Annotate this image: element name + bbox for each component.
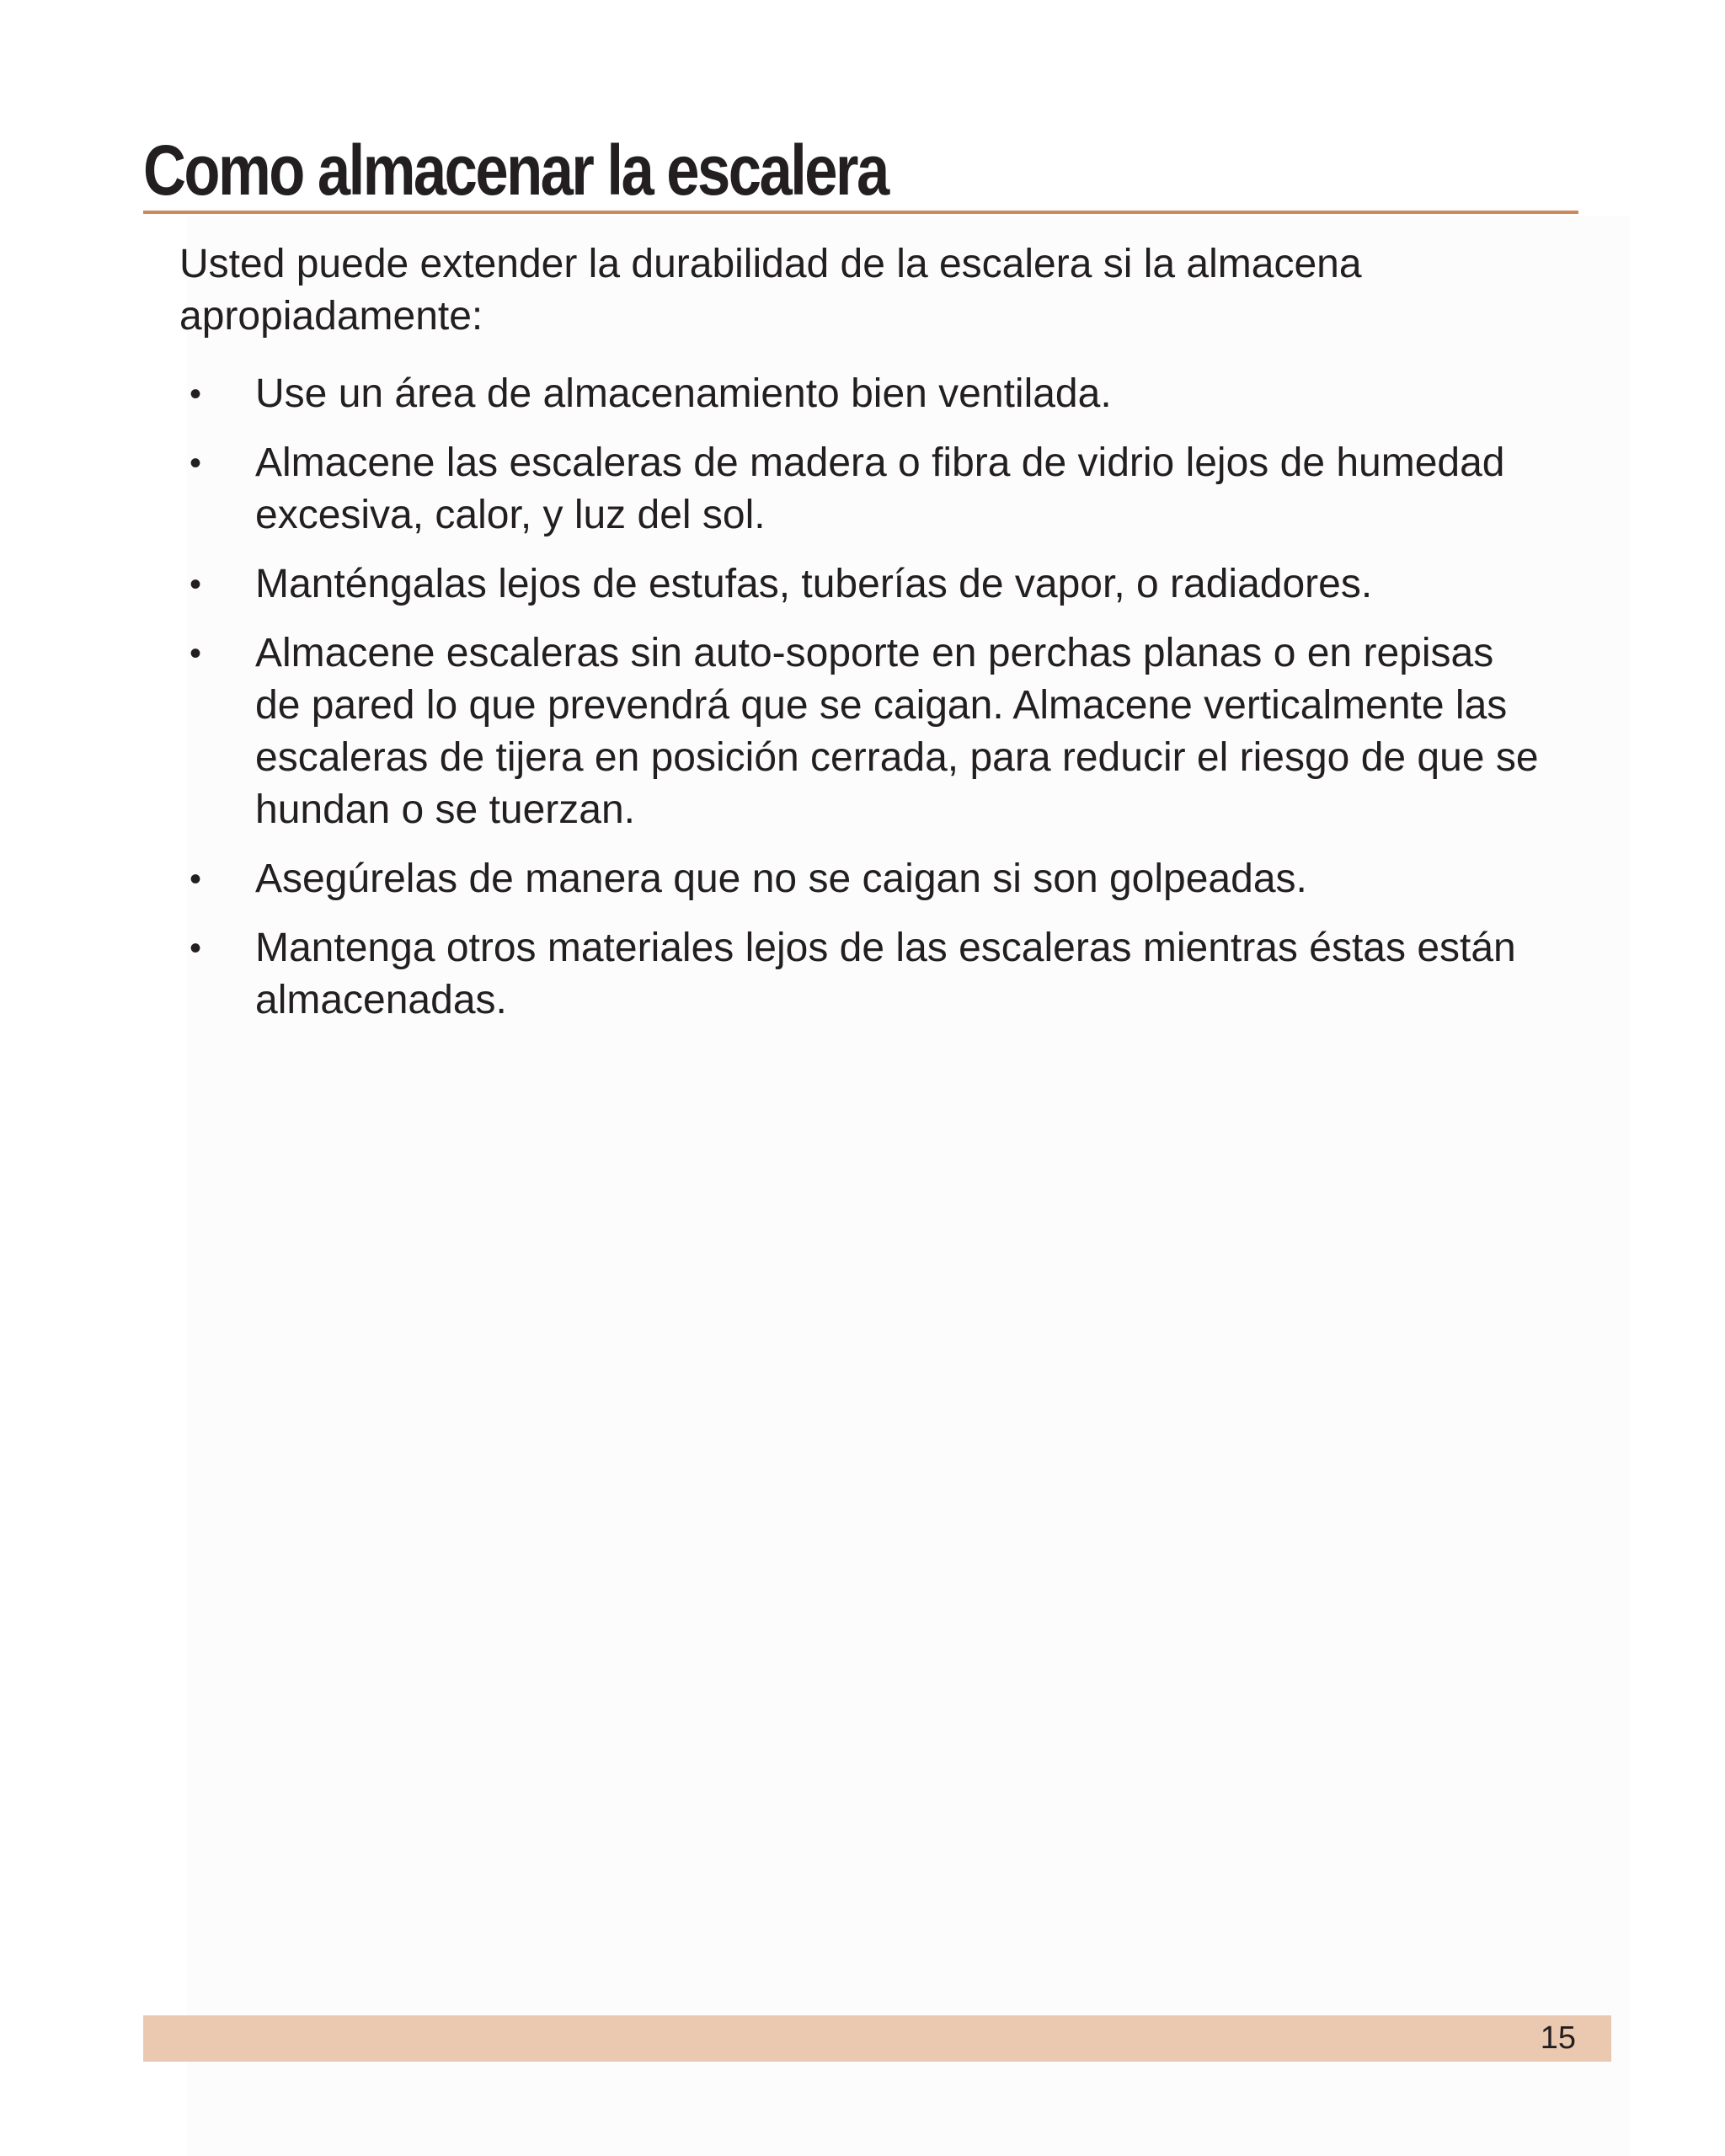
bullet-text: Use un área de almacenamiento bien ventilada.	[255, 371, 1112, 416]
bullet-icon: •	[190, 445, 202, 482]
bullet-text: Almacene escaleras sin auto-soporte en perchas planas o en repisas de pared lo que prevendrá que se caigan. Almacene verticalmente las escaleras de tijera en posición cerrada, para reducir el riesgo de que se hundan o se tuerzan.	[255, 631, 1539, 832]
bullet-item	[179, 627, 1544, 836]
bullet-item	[179, 558, 1544, 611]
bullet-text: Mantenga otros materiales lejos de las escaleras mientras éstas están almacenadas.	[255, 926, 1516, 1022]
bullet-text: Almacene las escaleras de madera o fibra de vidrio lejos de humedad excesiva, calor, y luz del sol.	[255, 440, 1505, 537]
bullet-icon: •	[190, 930, 202, 967]
footer-bar	[143, 2015, 1611, 2062]
bullet-text: Asegúrelas de manera que no se caigan si son golpeadas.	[255, 857, 1307, 901]
bullet-icon: •	[190, 566, 202, 603]
bullet-item	[179, 922, 1544, 1027]
bullet-text: Manténgalas lejos de estufas, tuberías de vapor, o radiadores.	[255, 562, 1373, 606]
bullet-item	[179, 368, 1544, 420]
bullet-item	[179, 853, 1544, 905]
title-underline	[143, 211, 1578, 214]
intro-paragraph: Usted puede extender la durabilidad de la escalera si la almacena apropiadamente:	[179, 242, 1362, 339]
bullet-icon: •	[190, 376, 202, 413]
bullet-icon: •	[190, 861, 202, 898]
page-title: Como almacenar la escalera	[143, 131, 888, 210]
bullet-item	[179, 437, 1544, 542]
bullet-list	[179, 368, 1544, 1043]
bullet-icon: •	[190, 635, 202, 672]
page-number: 15	[1540, 2020, 1576, 2056]
